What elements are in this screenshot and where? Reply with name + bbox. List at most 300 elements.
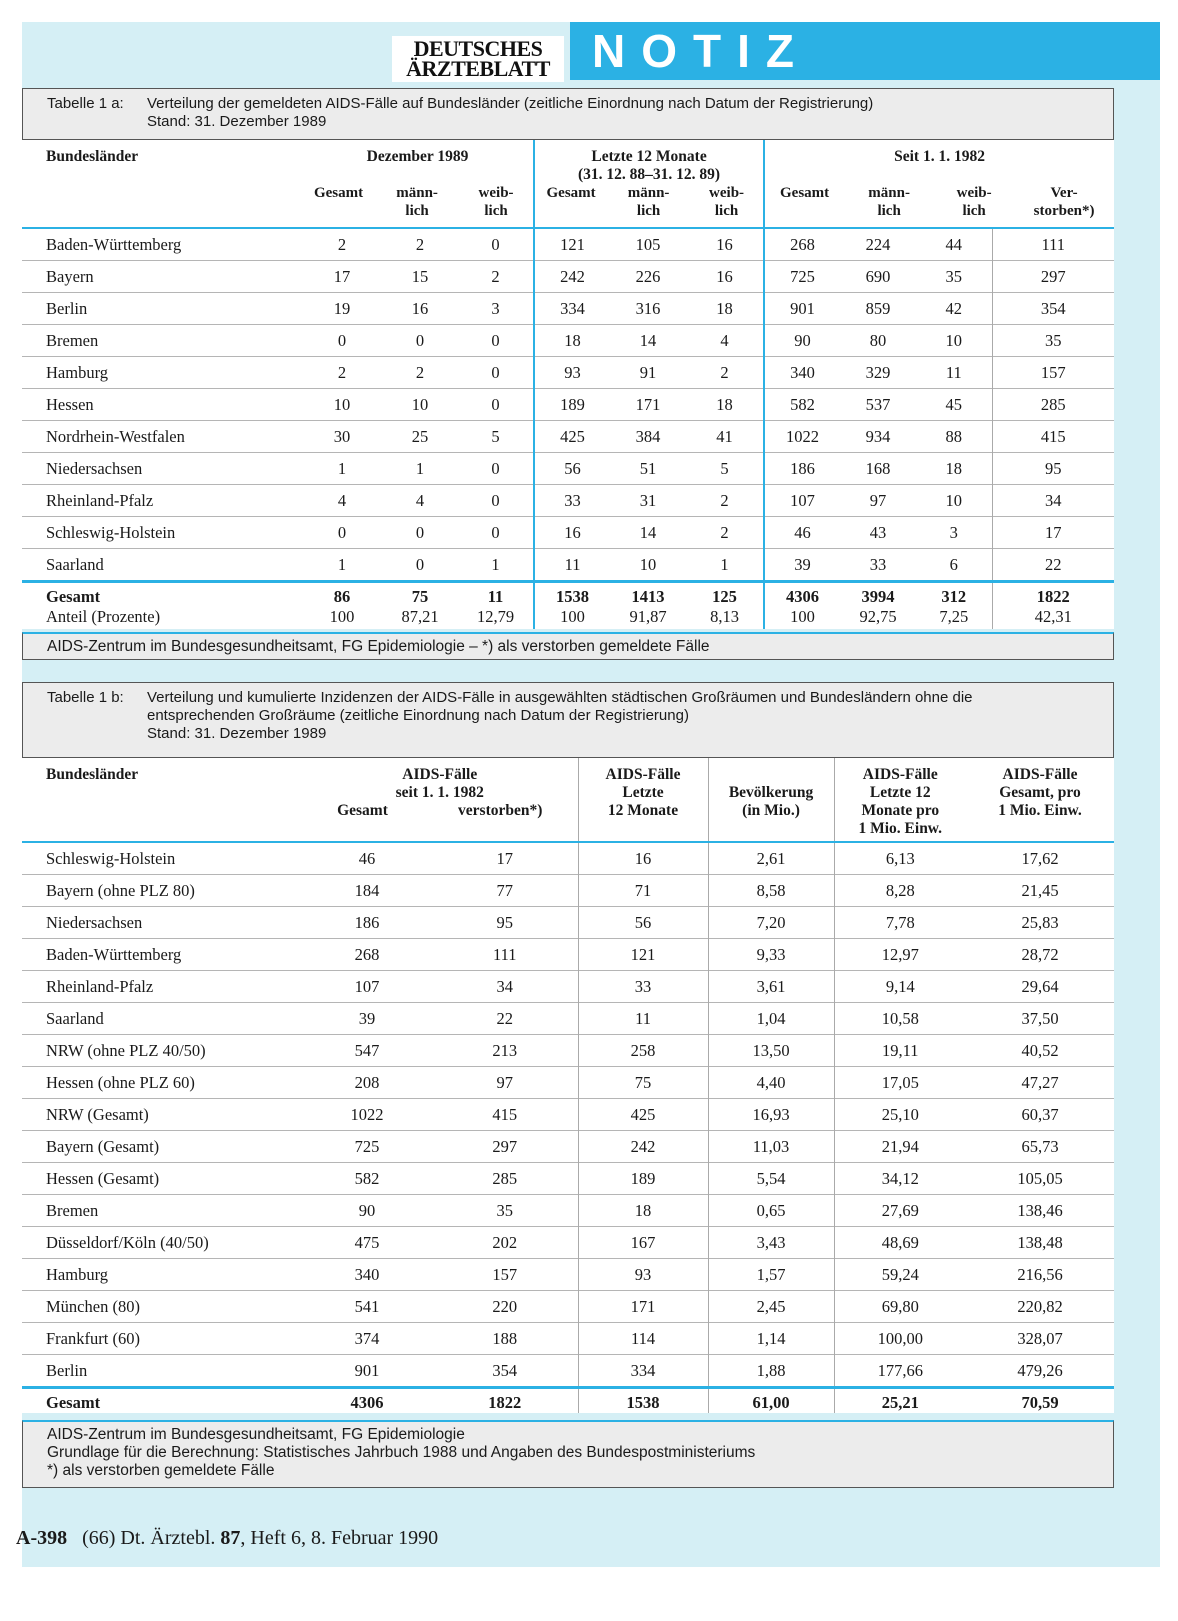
table2-cell: 39 <box>302 1003 432 1035</box>
table1-cell: 1 <box>458 549 534 582</box>
table2-cell: 216,56 <box>966 1259 1114 1291</box>
table2-row-name: NRW (Gesamt) <box>22 1099 302 1131</box>
table2-cell: 334 <box>578 1355 708 1388</box>
table1-cell: 0 <box>302 517 382 549</box>
table2-cell: 121 <box>578 939 708 971</box>
table2-header-region: Bundesländer <box>22 758 302 842</box>
table1-row-name: Schleswig-Holstein <box>22 517 302 549</box>
table1-total-cell: 125 <box>686 582 764 608</box>
table1-row-name: Niedersachsen <box>22 453 302 485</box>
table1-header-12m-title: Letzte 12 Monate <box>591 148 707 165</box>
table2-row-name: Bayern (Gesamt) <box>22 1131 302 1163</box>
table1-total-cell: 11 <box>458 582 534 608</box>
table1-row <box>22 261 1114 293</box>
table1-cell: 22 <box>992 549 1114 582</box>
table1-cell: 18 <box>916 453 992 485</box>
table2-row <box>22 939 1114 971</box>
table1-cell: 97 <box>840 485 916 517</box>
table1-col-gesamt: Gesamt <box>546 185 596 201</box>
table2-row <box>22 1035 1114 1067</box>
table2-cell: 114 <box>578 1323 708 1355</box>
table1-cell: 2 <box>686 357 764 389</box>
table2-cell: 171 <box>578 1291 708 1323</box>
table1-row-name: Bayern <box>22 261 302 293</box>
table1-row-name: Baden-Württemberg <box>22 228 302 261</box>
table1-cell: 1 <box>302 453 382 485</box>
table1-cell: 0 <box>458 453 534 485</box>
table1-row <box>22 485 1114 517</box>
table2-header-pop-l2: (in Mio.) <box>742 802 800 819</box>
table1-cell: 35 <box>916 261 992 293</box>
table1-col-maennlich: männ-lich <box>868 185 910 219</box>
table1-row <box>22 228 1114 261</box>
table2-cell: 328,07 <box>966 1323 1114 1355</box>
table1-row-name: Saarland <box>22 549 302 582</box>
table2-row <box>22 1259 1114 1291</box>
table1-header-dec <box>302 140 534 228</box>
table2-cell: 21,94 <box>834 1131 966 1163</box>
table1-cell: 15 <box>382 261 458 293</box>
table2-total-cell: 4306 <box>302 1388 432 1414</box>
table1-share-cell: 12,79 <box>476 607 515 626</box>
table2-row <box>22 1195 1114 1227</box>
table2-header-last12-l1: AIDS-Fälle <box>605 766 681 783</box>
footer-page-number: A-398 <box>16 1527 68 1549</box>
table1-cell: 10 <box>382 389 458 421</box>
table1-cell: 0 <box>458 485 534 517</box>
table1-cell: 242 <box>534 261 610 293</box>
table2-cell: 138,46 <box>966 1195 1114 1227</box>
table1-cell: 17 <box>302 261 382 293</box>
table1-cell: 1 <box>686 549 764 582</box>
table2-cell: 18 <box>578 1195 708 1227</box>
table1-row <box>22 357 1114 389</box>
table1-header-since-title: Seit 1. 1. 1982 <box>894 148 985 165</box>
table2-row-name: Rheinland-Pfalz <box>22 971 302 1003</box>
table2-header-last12 <box>578 758 708 842</box>
table2-cell: 77 <box>432 875 578 907</box>
table1-cell: 0 <box>458 325 534 357</box>
table2-cell: 374 <box>302 1323 432 1355</box>
table1-row <box>22 421 1114 453</box>
table2-cell: 35 <box>432 1195 578 1227</box>
table2-row <box>22 1355 1114 1388</box>
table1-total-cell: 86 <box>302 582 382 608</box>
table2-row-name: Berlin <box>22 1355 302 1388</box>
table1-title: Verteilung der gemeldeten AIDS-Fälle auf Bundesländer (zeitliche Einordnung nach Datum der Registrierung) <box>147 95 874 112</box>
table1-cell: 4 <box>302 485 382 517</box>
table1-header-region: Bundesländer <box>22 140 302 228</box>
table2-col-verstorben: verstorben*) <box>458 802 543 819</box>
table2-cell: 340 <box>302 1259 432 1291</box>
table2-cell: 47,27 <box>966 1067 1114 1099</box>
table1-cell: 44 <box>916 228 992 261</box>
table2-total-cell: 61,00 <box>708 1388 834 1414</box>
table2-cell: 17,05 <box>834 1067 966 1099</box>
table1-col-gesamt: Gesamt <box>780 185 830 201</box>
table1-row-name: Hamburg <box>22 357 302 389</box>
table2-cell: 186 <box>302 907 432 939</box>
table2-cell: 184 <box>302 875 432 907</box>
table1-cell: 2 <box>686 517 764 549</box>
table2-cell: 6,13 <box>834 842 966 875</box>
table1-cell: 33 <box>840 549 916 582</box>
table2-cell: 56 <box>578 907 708 939</box>
table2-cell: 11,03 <box>708 1131 834 1163</box>
table2-cell: 95 <box>432 907 578 939</box>
table1 <box>22 140 1114 629</box>
table1-cell: 189 <box>534 389 610 421</box>
table2-cell: 13,50 <box>708 1035 834 1067</box>
table2-header-since-l2: seit 1. 1. 1982 <box>395 784 484 801</box>
table1-row <box>22 453 1114 485</box>
table1-cell: 2 <box>302 228 382 261</box>
table2-cell: 60,37 <box>966 1099 1114 1131</box>
table1-row <box>22 325 1114 357</box>
table2-cell: 2,61 <box>708 842 834 875</box>
table1-cell: 46 <box>764 517 840 549</box>
table2-source-line1: AIDS-Zentrum im Bundesgesundheitsamt, FG Epidemiologie <box>47 1426 465 1443</box>
table1-cell: 226 <box>610 261 686 293</box>
table2-cell: 10,58 <box>834 1003 966 1035</box>
table1-cell: 111 <box>992 228 1114 261</box>
table2-cell: 69,80 <box>834 1291 966 1323</box>
table2-cell: 21,45 <box>966 875 1114 907</box>
table2-row <box>22 1099 1114 1131</box>
table2-cell: 901 <box>302 1355 432 1388</box>
table1-total-cell: 75 <box>382 582 458 608</box>
table2-header-inc12-l4: 1 Mio. Einw. <box>858 820 943 837</box>
table1-cell: 168 <box>840 453 916 485</box>
table2-cell: 40,52 <box>966 1035 1114 1067</box>
table1-cell: 34 <box>992 485 1114 517</box>
table2-row-name: Bremen <box>22 1195 302 1227</box>
table2-cell: 33 <box>578 971 708 1003</box>
table2-row-name: Hamburg <box>22 1259 302 1291</box>
table2-total-row <box>22 1388 1114 1414</box>
table1-cell: 2 <box>382 228 458 261</box>
table1-cell: 316 <box>610 293 686 325</box>
table2-row <box>22 1163 1114 1195</box>
table2-cell: 25,10 <box>834 1099 966 1131</box>
table1-col-weiblich: weib-lich <box>709 185 745 219</box>
table2-header-inc12-l1: AIDS-Fälle <box>862 766 938 783</box>
table1-cell: 268 <box>764 228 840 261</box>
table1-cell: 91 <box>610 357 686 389</box>
table1-share-cell: 100 <box>329 607 355 626</box>
table1-cell: 10 <box>302 389 382 421</box>
table1-row <box>22 517 1114 549</box>
table1-share-cell: 42,31 <box>992 607 1114 629</box>
table1-cell: 224 <box>840 228 916 261</box>
table2-header-inc12 <box>834 758 966 842</box>
table1-cell: 859 <box>840 293 916 325</box>
table1-cell: 33 <box>534 485 610 517</box>
table1-cell: 121 <box>534 228 610 261</box>
table2-row <box>22 842 1114 875</box>
table2-cell: 8,28 <box>834 875 966 907</box>
table1-cell: 6 <box>916 549 992 582</box>
table2-row <box>22 875 1114 907</box>
table1-cell: 16 <box>686 261 764 293</box>
table1-cell: 2 <box>302 357 382 389</box>
table2-cell: 8,58 <box>708 875 834 907</box>
table1-cell: 2 <box>458 261 534 293</box>
table1-col-gesamt: Gesamt <box>313 185 364 201</box>
table2-cell: 71 <box>578 875 708 907</box>
table1-cell: 354 <box>992 293 1114 325</box>
table1-cell: 5 <box>458 421 534 453</box>
table1-cell: 5 <box>686 453 764 485</box>
table1-total-cell: 1538 <box>534 582 610 608</box>
table1-cell: 285 <box>992 389 1114 421</box>
table1-cell: 1 <box>302 549 382 582</box>
table1-col-weiblich: weib-lich <box>956 185 992 219</box>
table1-cell: 4 <box>686 325 764 357</box>
table1-cell: 537 <box>840 389 916 421</box>
table2 <box>22 758 1114 1413</box>
table2-header-inctot <box>966 758 1114 842</box>
table2-header-inctot-l3: 1 Mio. Einw. <box>998 802 1082 819</box>
table1-header-12m <box>534 140 764 228</box>
table2-row <box>22 1227 1114 1259</box>
table1-share-cell: 87,21 <box>401 607 439 626</box>
table2-cell: 220,82 <box>966 1291 1114 1323</box>
table1-cell: 19 <box>302 293 382 325</box>
table1-cell: 582 <box>764 389 840 421</box>
table1-cell: 3 <box>458 293 534 325</box>
table2-source-line2: Grundlage für die Berechnung: Statistisches Jahrbuch 1988 und Angaben des Bundespostministeriums <box>47 1444 756 1461</box>
table1-cell: 0 <box>458 517 534 549</box>
table2-cell: 48,69 <box>834 1227 966 1259</box>
table2-cell: 5,54 <box>708 1163 834 1195</box>
table2-row-name: Hessen (ohne PLZ 60) <box>22 1067 302 1099</box>
table2-cell: 242 <box>578 1131 708 1163</box>
table1-cell: 0 <box>382 549 458 582</box>
table2-header-last12-l2: Letzte <box>622 784 664 801</box>
table1-share-label: Anteil (Prozente) <box>46 607 161 626</box>
table2-header-inc12-l2: Letzte 12 <box>869 784 931 801</box>
table1-cell: 18 <box>686 293 764 325</box>
table1-cell: 297 <box>992 261 1114 293</box>
table2-header-inctot-l1: AIDS-Fälle <box>1002 766 1078 783</box>
table1-cell: 41 <box>686 421 764 453</box>
table2-cell: 1022 <box>302 1099 432 1131</box>
table1-cell: 105 <box>610 228 686 261</box>
table1-cell: 0 <box>458 228 534 261</box>
table2-cell: 46 <box>302 842 432 875</box>
table2-cell: 107 <box>302 971 432 1003</box>
table2-cell: 157 <box>432 1259 578 1291</box>
table2-cell: 258 <box>578 1035 708 1067</box>
table1-share-cell: 91,87 <box>629 607 667 626</box>
masthead-logo <box>392 36 564 82</box>
table1-cell: 56 <box>534 453 610 485</box>
table2-cell: 7,20 <box>708 907 834 939</box>
table2-cell: 582 <box>302 1163 432 1195</box>
table1-share-row <box>22 607 1114 629</box>
table2-cell: 25,83 <box>966 907 1114 939</box>
table1-cell: 384 <box>610 421 686 453</box>
table1-row <box>22 293 1114 325</box>
table2-row-name: Niedersachsen <box>22 907 302 939</box>
table1-share-cell: 7,25 <box>939 607 969 626</box>
table1-row-name: Berlin <box>22 293 302 325</box>
table2-total-label: Gesamt <box>22 1388 302 1414</box>
table2-cell: 17,62 <box>966 842 1114 875</box>
table2-cell: 34 <box>432 971 578 1003</box>
table1-share-cell: 100 <box>534 607 610 629</box>
table1-cell: 0 <box>382 517 458 549</box>
table2-row <box>22 907 1114 939</box>
table2-row <box>22 1291 1114 1323</box>
table1-total-cell: 3994 <box>840 582 916 608</box>
table1-cell: 186 <box>764 453 840 485</box>
table2-cell: 7,78 <box>834 907 966 939</box>
table2-cell: 541 <box>302 1291 432 1323</box>
table2-cell: 29,64 <box>966 971 1114 1003</box>
table2-cell: 1,88 <box>708 1355 834 1388</box>
table1-cell: 16 <box>382 293 458 325</box>
table2-cell: 189 <box>578 1163 708 1195</box>
table2-cell: 208 <box>302 1067 432 1099</box>
table1-cell: 88 <box>916 421 992 453</box>
table2-cell: 16 <box>578 842 708 875</box>
section-banner: NOTIZ <box>570 22 1160 80</box>
table2-row-name: Saarland <box>22 1003 302 1035</box>
table2-cell: 37,50 <box>966 1003 1114 1035</box>
table2-cell: 354 <box>432 1355 578 1388</box>
table1-cell: 18 <box>686 389 764 421</box>
table2-cell: 16,93 <box>708 1099 834 1131</box>
table2-cell: 297 <box>432 1131 578 1163</box>
table1-caption <box>22 88 1114 140</box>
table2-cell: 213 <box>432 1035 578 1067</box>
table2-cell: 11 <box>578 1003 708 1035</box>
table2-cell: 93 <box>578 1259 708 1291</box>
table1-cell: 725 <box>764 261 840 293</box>
table2-cell: 3,43 <box>708 1227 834 1259</box>
table1-cell: 0 <box>382 325 458 357</box>
table2-row-name: Düsseldorf/Köln (40/50) <box>22 1227 302 1259</box>
table2-source-line3: *) als verstorben gemeldete Fälle <box>47 1462 275 1479</box>
table2-row <box>22 1323 1114 1355</box>
table1-cell: 2 <box>686 485 764 517</box>
table2-cell: 0,65 <box>708 1195 834 1227</box>
table1-cell: 415 <box>992 421 1114 453</box>
table2-row <box>22 1067 1114 1099</box>
table2-header-last12-l3: 12 Monate <box>607 802 679 819</box>
table1-row-name: Hessen <box>22 389 302 421</box>
table2-cell: 111 <box>432 939 578 971</box>
table1-source: AIDS-Zentrum im Bundesgesundheitsamt, FG Epidemiologie – *) als verstorben gemeldete Fälle <box>22 632 1114 660</box>
table1-cell: 16 <box>534 517 610 549</box>
table1-cell: 43 <box>840 517 916 549</box>
table2-header-inc12-l3: Monate pro <box>861 802 940 819</box>
table1-cell: 10 <box>916 485 992 517</box>
table1-cell: 157 <box>992 357 1114 389</box>
table1-cell: 901 <box>764 293 840 325</box>
table1-cell: 329 <box>840 357 916 389</box>
table2-total-cell: 70,59 <box>966 1388 1114 1414</box>
table2-cell: 425 <box>578 1099 708 1131</box>
table1-cell: 107 <box>764 485 840 517</box>
table1-cell: 10 <box>916 325 992 357</box>
table1-cell: 95 <box>992 453 1114 485</box>
table2-cell: 725 <box>302 1131 432 1163</box>
footer-volume: 87 <box>220 1527 241 1549</box>
table2-header-pop-l1: Bevölkerung <box>728 784 814 801</box>
table1-cell: 171 <box>610 389 686 421</box>
table2-total-cell: 1538 <box>578 1388 708 1414</box>
table1-total-label: Gesamt <box>22 582 302 608</box>
table1-cell: 35 <box>992 325 1114 357</box>
table2-cell: 1,57 <box>708 1259 834 1291</box>
table2-cell: 415 <box>432 1099 578 1131</box>
table2-cell: 28,72 <box>966 939 1114 971</box>
table2-row <box>22 971 1114 1003</box>
table2-cell: 1,04 <box>708 1003 834 1035</box>
table2-cell: 9,33 <box>708 939 834 971</box>
table2-cell: 1,14 <box>708 1323 834 1355</box>
table2-cell: 17 <box>432 842 578 875</box>
table2-cell: 90 <box>302 1195 432 1227</box>
table1-cell: 334 <box>534 293 610 325</box>
table1-cell: 340 <box>764 357 840 389</box>
table1-cell: 0 <box>458 357 534 389</box>
table2-row <box>22 1131 1114 1163</box>
table1-total-row <box>22 582 1114 608</box>
table1-stand: Stand: 31. Dezember 1989 <box>147 113 327 130</box>
table1-row-name: Rheinland-Pfalz <box>22 485 302 517</box>
table1-cell: 51 <box>610 453 686 485</box>
table2-cell: 75 <box>578 1067 708 1099</box>
table2-total-cell: 1822 <box>432 1388 578 1414</box>
table1-header-row <box>22 140 1114 228</box>
table2-row <box>22 1003 1114 1035</box>
table2-cell: 3,61 <box>708 971 834 1003</box>
page-footer <box>16 1527 438 1550</box>
masthead-line2: ÄRZTEBLATT <box>406 56 550 81</box>
table1-cell: 16 <box>686 228 764 261</box>
table1-header-dec-title: Dezember 1989 <box>366 148 469 165</box>
table2-cell: 100,00 <box>834 1323 966 1355</box>
table1-cell: 45 <box>916 389 992 421</box>
table2-cell: 188 <box>432 1323 578 1355</box>
table2-cell: 2,45 <box>708 1291 834 1323</box>
table2-source <box>22 1420 1114 1488</box>
table2-cell: 105,05 <box>966 1163 1114 1195</box>
table1-cell: 93 <box>534 357 610 389</box>
footer-issue-pre: (66) Dt. Ärztebl. <box>82 1527 216 1549</box>
table2-stand: Stand: 31. Dezember 1989 <box>147 725 327 742</box>
table1-col-maennlich: männ-lich <box>396 185 438 219</box>
table1-share-cell: 100 <box>764 607 840 629</box>
table1-row-name: Nordrhein-Westfalen <box>22 421 302 453</box>
table1-cell: 14 <box>610 325 686 357</box>
table1-col-maennlich: männ-lich <box>627 185 670 219</box>
table2-total-cell: 25,21 <box>834 1388 966 1414</box>
table1-cell: 14 <box>610 517 686 549</box>
table1-cell: 25 <box>382 421 458 453</box>
table1-share-cell: 8,13 <box>710 607 739 626</box>
table2-cell: 479,26 <box>966 1355 1114 1388</box>
table1-cell: 0 <box>302 325 382 357</box>
table1-col-verstorben: Ver-storben*) <box>1033 185 1095 219</box>
table2-title: Verteilung und kumulierte Inzidenzen der AIDS-Fälle in ausgewählten städtischen Großräumen und Bundesländern ohne die entsprechenden Großräume (zeitliche Einordnung nach Datum der Registrierung) <box>147 689 973 724</box>
table2-cell: 202 <box>432 1227 578 1259</box>
table1-cell: 1 <box>382 453 458 485</box>
